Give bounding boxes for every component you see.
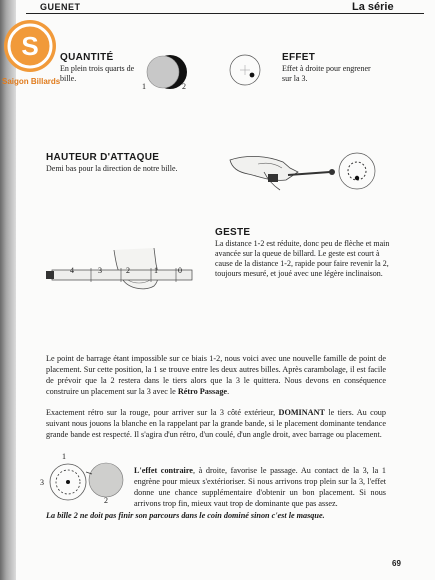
hand-bridge-illustration (228, 146, 408, 206)
placement-diagram (46, 452, 128, 508)
cue-label-1: 1 (154, 266, 158, 275)
quantite-ball-diagram (145, 50, 195, 100)
paragraph-3 (134, 465, 386, 509)
quantite-text: En plein trois quarts de bille. (60, 64, 135, 83)
logo-caption: Saigon Billards (2, 77, 61, 86)
placement-label-2: 2 (104, 496, 108, 505)
hauteur-ball-diagram (336, 150, 378, 192)
paragraph-2-bold: DOMINANT (278, 408, 325, 417)
logo-emblem-icon (4, 20, 56, 72)
cue-label-4: 4 (70, 266, 74, 275)
paragraph-2 (46, 407, 386, 440)
paragraph-2-text-cont: le tiers. Au coup suivant nous jouons la blanche en la rappelant par la grande bande, si le placement dominante tendance grande bande est respecté. Il s'agira d'un rétro, d'un coulé, d'un angle droit, avec barrage ou placement. (46, 408, 386, 439)
effet-heading: EFFET (282, 52, 316, 63)
paragraph-4-italic: La bille 2 ne doit pas finir son parcours dans le coin dominé sinon c'est le masque. (46, 511, 325, 520)
hauteur-text: Demi bas pour la direction de notre bille. (46, 164, 178, 173)
cue-stick-diagram (46, 262, 196, 288)
cue-label-0: 0 (178, 266, 182, 275)
placement-label-1: 1 (62, 452, 66, 461)
paragraph-1-end: . (227, 387, 230, 396)
geste-text: La distance 1-2 est réduite, donc peu de flèche et main avancée sur la queue de billard. Le geste est court à cause de la distance 1-2, rapide pour faire revenir la 2, toujours mesuré, et joué avec une légère inclinaison. (215, 239, 390, 278)
page-number: 69 (392, 559, 401, 568)
paragraph-1-text: Le point de barrage étant impossible sur ce biais 1-2, nous voici avec une nouvelle famille de point de placement. Sur cette position, la 1 se trouve entre les deux autres billes. Après carambolage, il est facile de prévoir que la 2 restera dans le tiers alors que la 3 le quittera. Nous devons en conséquence construire un placement sur la 3 avec le (46, 354, 386, 396)
effet-text: Effet à droite pour engrener sur la 3. (282, 64, 371, 83)
running-header-title: La série (352, 1, 394, 13)
cue-label-2: 2 (126, 266, 130, 275)
paragraph-1-bold: Rétro Passage (177, 387, 228, 396)
book-spine-shadow (0, 0, 16, 580)
paragraph-2-text: Exactement rétro sur la rouge, pour arriver sur la 3 côté extérieur, (46, 408, 279, 417)
header-rule (26, 13, 424, 14)
running-header-author: GUENET (40, 2, 81, 12)
cue-label-3: 3 (98, 266, 102, 275)
placement-label-3: 3 (40, 478, 44, 487)
paragraph-3-bold: L'effet contraire (134, 466, 193, 475)
quantite-label-1: 1 (142, 82, 146, 91)
quantite-heading: QUANTITÉ (60, 52, 114, 63)
saigon-billards-logo (4, 20, 56, 72)
quantite-label-2: 2 (182, 82, 186, 91)
effet-ball-diagram (227, 52, 263, 88)
logo-letter: S (21, 31, 39, 61)
geste-heading: GESTE (215, 227, 251, 238)
paragraph-1 (46, 353, 386, 397)
hauteur-heading: HAUTEUR D'ATTAQUE (46, 152, 160, 163)
paragraph-3-text: , à droite, favorise le passage. Au contact de la 3, la 1 engrène pour mieux s'extérioriser. Si nous arrivons trop plein sur la 3, l'effet donne une chance supplémentaire d'obtenir un bon placement. Si nous arrivons trop fin, mieux vaut trop de dominante que pas assez. (134, 466, 386, 508)
